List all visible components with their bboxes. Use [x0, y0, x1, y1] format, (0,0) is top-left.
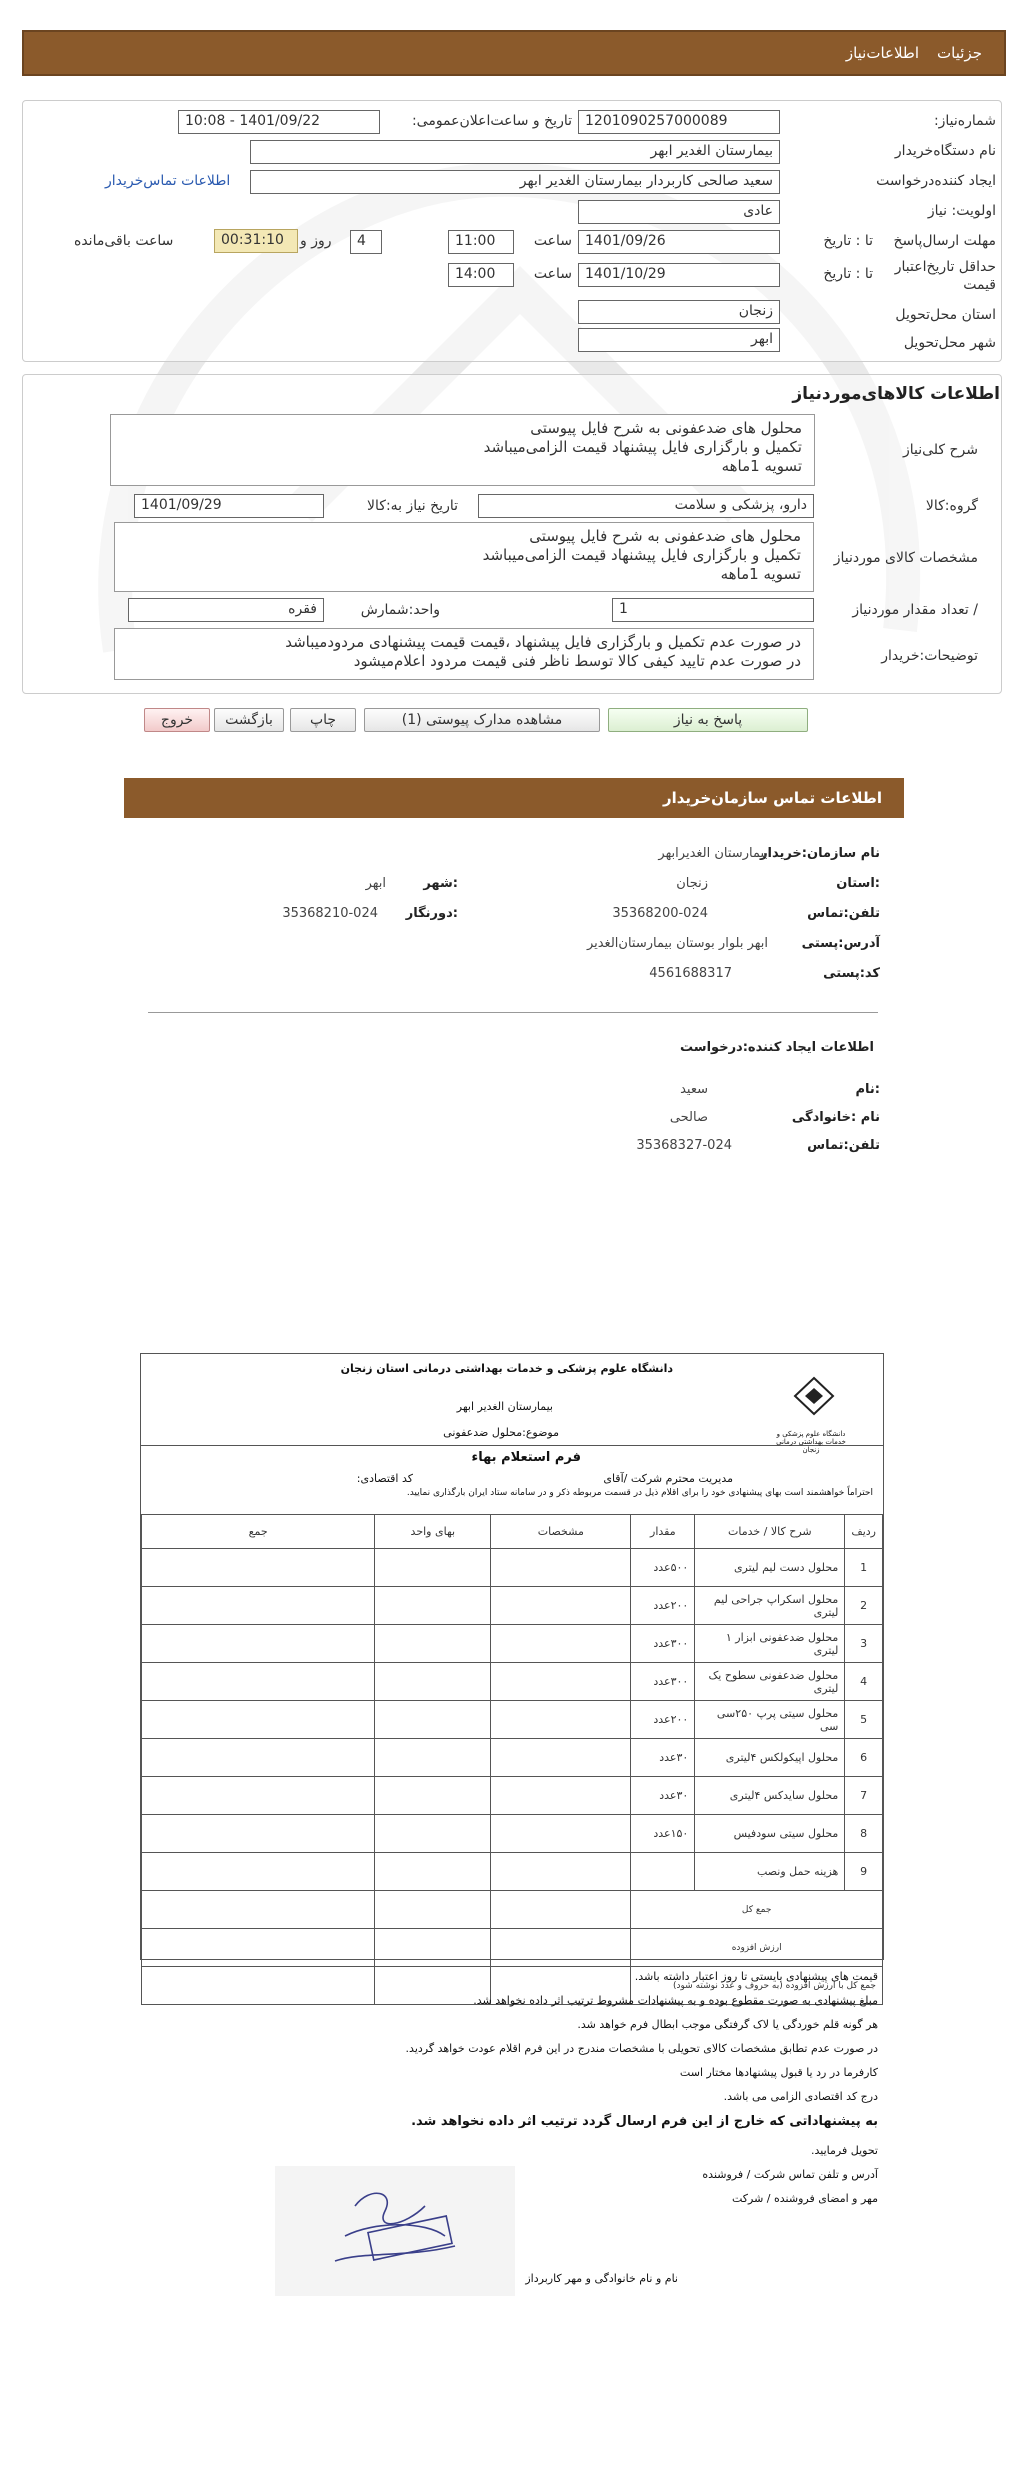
address-label: آدرس:پستی	[801, 936, 880, 951]
creator-phone-label: تلفن:تماس	[807, 1138, 880, 1153]
doc-header	[141, 1354, 883, 1454]
table-row: 1 محلول دست لیم لیتری ۵۰۰عدد	[142, 1549, 883, 1587]
desc-field: محلول های ضدعفونی به شرح فایل پیوستی تکمیل و بارگزاری فایل پیشنهاد قیمت الزامی‌میباشد تسویه 1ماهه	[110, 414, 815, 486]
contact-phone-label: تلفن:تماس	[807, 906, 880, 921]
note-line: قیمت های پیشنهادی بایستی تا روز اعتبار داشته باشد.	[634, 1970, 878, 1983]
view-attachments-button[interactable]: مشاهده مدارک پیوستی (1)	[364, 708, 600, 732]
group-field: دارو، پزشکی و سلامت	[478, 494, 814, 518]
creator-phone-value: 35368327-024	[636, 1138, 732, 1153]
table-row: 5 محلول سیتی پرپ ۲۵۰سی سی ۲۰۰عدد	[142, 1701, 883, 1739]
contact-phone-value: 35368200-024	[612, 906, 708, 921]
buyer-field: بیمارستان الغدیر ابهر	[250, 140, 780, 164]
desc-label: شرح کلی‌نیاز	[902, 442, 978, 458]
doc-form-title: فرم استعلام بهاء	[471, 1450, 581, 1465]
deadline-time-field: 11:00	[448, 230, 514, 254]
total-vat-row: جمع کل با ارزش افزوده (به حروف و عدد نوشته شود)	[142, 1967, 883, 2005]
table-row: 8 محلول سیتی سودفیس ۱۵۰عدد	[142, 1815, 883, 1853]
remaining-time-field: 00:31:10	[214, 229, 298, 253]
group-label: گروه:کالا	[925, 498, 978, 514]
need-date-field: 1401/09/29	[134, 494, 324, 518]
note-seal-sign: مهر و امضای فروشنده / شرکت	[731, 2192, 878, 2205]
postal-label: کد:پستی	[823, 966, 880, 981]
remaining-label: ساعت باقی‌مانده	[74, 233, 174, 249]
contact-province-value: زنجان	[676, 876, 708, 891]
table-row: 6 محلول اپیکولکس ۴لیتری ۳۰عدد	[142, 1739, 883, 1777]
buyer-label: نام دستگاه‌خریدار	[894, 143, 996, 159]
exit-button[interactable]: خروج	[144, 708, 210, 732]
need-number-field: 1201090257000089	[578, 110, 780, 134]
spec-field: محلول های ضدعفونی به شرح فایل پیوستی تکمیل و بارگزاری فایل پیشنهاد قیمت الزامی‌میباشد تسویه 1ماهه	[114, 522, 814, 592]
deadline-label: مهلت ارسال‌پاسخ	[893, 233, 996, 249]
unit-label: واحد:شمارش	[360, 602, 440, 618]
city-label: شهر محل‌تحویل	[903, 335, 996, 351]
fax-value: 35368210-024	[282, 906, 378, 921]
print-button[interactable]: چاپ	[290, 708, 356, 732]
note-line: مبلغ پیشنهادی به صورت مقطوع بوده و به پیشنهادات مشروط ترتیب اثر داده نخواهد شد.	[473, 1994, 878, 2007]
note-line: کارفرما در رد یا قبول پیشنهادها مختار است	[679, 2066, 878, 2079]
items-table	[141, 1514, 883, 2005]
table-row: 2 محلول اسکراپ جراحی لیم لیتری ۲۰۰عدد	[142, 1587, 883, 1625]
postal-value: 4561688317	[649, 966, 732, 981]
need-date-label: تاریخ نیاز به:کالا	[367, 498, 458, 514]
address-value: ابهر بلوار بوستان بیمارستان‌الغدیر	[586, 936, 768, 951]
doc-econ-code: کد اقتصادی:	[356, 1472, 413, 1485]
need-number-label: شماره‌نیاز:	[933, 113, 996, 129]
doc-subject: موضوع:محلول ضدعفونی	[443, 1426, 559, 1439]
table-row: 9 هزینه حمل ونصب	[142, 1853, 883, 1891]
deadline-to-label: تا : تاریخ	[823, 233, 873, 249]
priority-field: عادی	[578, 200, 780, 224]
signature-stamp	[275, 2166, 515, 2296]
announce-field: 1401/09/22 - 10:08	[178, 110, 380, 134]
note-line: هر گونه قلم خوردگی یا لاک گرفتگی موجب ابطال فرم خواهد شد.	[577, 2018, 878, 2031]
page-header	[22, 30, 1006, 76]
priority-label: اولویت: نیاز	[927, 203, 996, 219]
breadcrumb-need-info[interactable]: اطلاعات‌نیاز	[845, 44, 920, 62]
validity-time-field: 14:00	[448, 263, 514, 287]
note-line: درج کد اقتصادی الزامی می باشد.	[723, 2090, 878, 2103]
qty-field: 1	[612, 598, 814, 622]
validity-label: حداقل تاریخ‌اعتبار قیمت	[894, 259, 996, 293]
contact-province-label: :استان	[836, 876, 880, 891]
goods-title: اطلاعات کالاهای‌موردنیاز	[792, 384, 1000, 404]
creator-field: سعید صالحی کاربردار بیمارستان الغدیر ابهر	[250, 170, 780, 194]
contact-city-value: ابهر	[365, 876, 386, 891]
doc-intro: احتراماً خواهشمند است بهای پیشنهادی خود را برای اقلام ذیل در قسمت مربوطه ذکر و در سامانه ستاد ایران بارگذاری نمایید.	[406, 1488, 873, 1498]
day-label: روز و	[300, 233, 332, 249]
breadcrumb-details[interactable]: جزئيات	[937, 44, 982, 62]
note-address-phone: آدرس و تلفن تماس شرکت / فروشنده	[702, 2168, 878, 2181]
creator-label: ایجاد کننده‌درخواست	[876, 173, 996, 189]
logo-caption: دانشگاه علوم پزشکی و خدمات بهداشتی درمانی زنجان	[776, 1430, 846, 1454]
buyer-contact-link[interactable]: اطلاعات تماس‌خریدار	[105, 173, 231, 189]
fax-label: :دورنگار	[405, 906, 458, 921]
unit-field: فقره	[128, 598, 324, 622]
deadline-date-field: 1401/09/26	[578, 230, 780, 254]
org-value: بیمارستان الغدیرابهر	[658, 846, 768, 861]
doc-company: مدیریت محترم شرکت /آقای	[603, 1472, 733, 1485]
note-bold: به پیشنهاداتی که خارج از این فرم ارسال گردد ترتیب اثر داده نخواهد شد.	[411, 2114, 878, 2129]
signature-icon	[275, 2166, 515, 2296]
creator-family-label: نام :خانوادگی	[791, 1110, 880, 1125]
days-field: 4	[350, 230, 382, 254]
reply-button[interactable]: پاسخ به نیاز	[608, 708, 808, 732]
province-field: زنجان	[578, 300, 780, 324]
deadline-time-label: ساعت	[533, 233, 572, 249]
divider	[148, 1012, 878, 1013]
university-logo-icon	[789, 1374, 839, 1430]
note-deliver: تحویل فرمایید.	[811, 2144, 878, 2157]
table-row: 7 محلول سایدکس ۴لیتری ۳۰عدد	[142, 1777, 883, 1815]
creator-family-value: صالحی	[669, 1110, 708, 1125]
table-row: 3 محلول ضدعفونی ابزار ۱ لیتری ۳۰۰عدد	[142, 1625, 883, 1663]
buyer-notes-field: در صورت عدم تکمیل و بارگزاری فایل پیشنهاد ،قیمت قیمت پیشنهادی مردودمیباشد در صورت عدم تایید کیفی کالا توسط ناظر فنی قیمت مردود اعلام‌میشود	[114, 628, 814, 680]
validity-date-field: 1401/10/29	[578, 263, 780, 287]
validity-time-label: ساعت	[533, 266, 572, 282]
announce-label: تاریخ و ساعت‌اعلان‌عمومی:	[411, 113, 572, 129]
doc-hospital: بیمارستان الغدیر ابهر	[456, 1400, 553, 1413]
total-row: جمع کل	[142, 1891, 883, 1929]
qty-label: / تعداد مقدار مورد‌نیاز	[852, 602, 978, 618]
contact-city-label: :شهر	[423, 876, 458, 891]
doc-university: دانشگاه علوم پزشکی و خدمات بهداشتی درمانی استان زنجان	[340, 1362, 673, 1375]
table-row: 4 محلول ضدعفونی سطوح یک لیتری ۳۰۰عدد	[142, 1663, 883, 1701]
note-officer: نام و نام خانوادگی و مهر کاربرداز	[525, 2272, 678, 2285]
validity-to-label: تا : تاریخ	[823, 266, 873, 282]
province-label: استان محل‌تحویل	[895, 307, 996, 323]
city-field: ابهر	[578, 328, 780, 352]
vat-row: ارزش افزوده	[142, 1929, 883, 1967]
creator-name-value: سعید	[680, 1082, 708, 1097]
contact-header: اطلاعات تماس سازمان‌خریدار	[124, 778, 904, 818]
spec-label: مشخصات کالای مورد‌نیاز	[833, 550, 978, 566]
buyer-notes-label: توضیحات:خریدار	[881, 648, 978, 664]
creator-name-label: :نام	[855, 1082, 880, 1097]
items-table-header: ردیف شرح کالا / خدمات مقدار مشخصات بهای واحد جمع	[142, 1515, 883, 1549]
creator-info-title: اطلاعات ایجاد کننده:درخواست	[680, 1040, 874, 1055]
org-label: نام سازمان:خریدار	[760, 846, 880, 861]
back-button[interactable]: بازگشت	[214, 708, 284, 732]
note-line: در صورت عدم تطابق مشخصات کالای تحویلی با مشخصات مندرج در این فرم اقلام عودت خواهد گردید.	[405, 2042, 878, 2055]
